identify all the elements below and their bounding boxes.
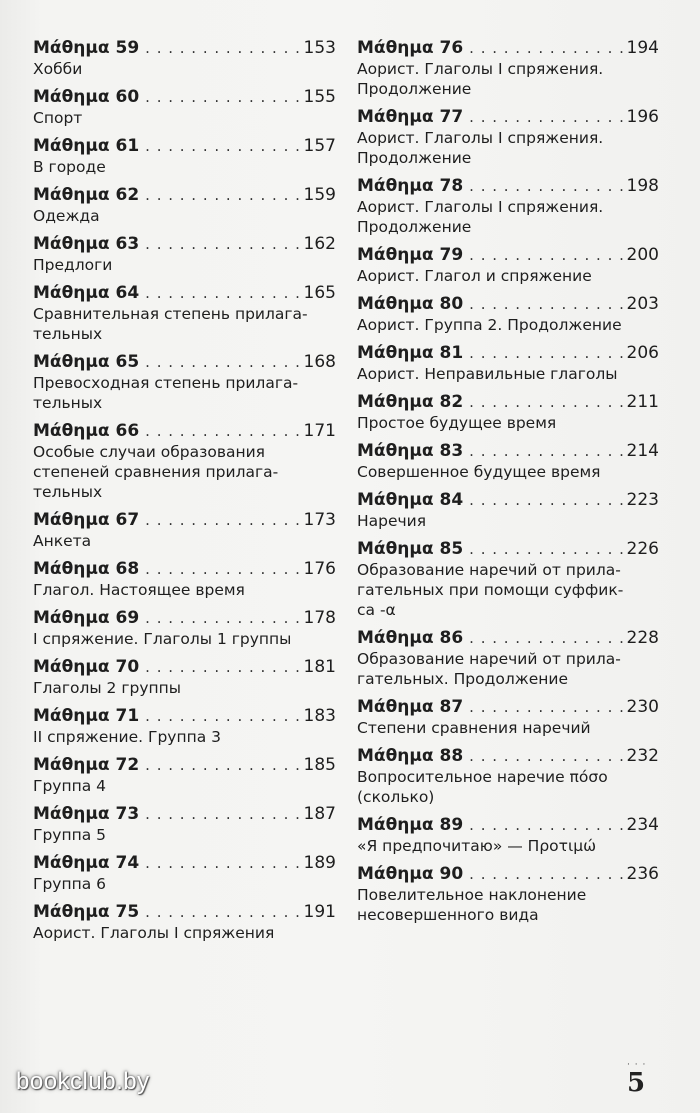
toc-entry-heading xyxy=(33,136,336,157)
page-ref: 183 xyxy=(303,706,336,726)
dot-leader xyxy=(145,352,301,373)
lesson-title: Превосходная степень прилага- тельных xyxy=(33,374,299,412)
dot-leader xyxy=(469,245,624,266)
dot-leader xyxy=(145,902,301,923)
lesson-label: Μάθημα 62 xyxy=(33,185,140,205)
lesson-label: Μάθημα 70 xyxy=(33,657,140,677)
lesson-title: Аорист. Глаголы I спряжения. Продолжение xyxy=(357,129,604,167)
lesson-label: Μάθημα 77 xyxy=(357,107,464,127)
toc-entry-heading xyxy=(33,234,336,255)
dot-leader xyxy=(145,87,301,108)
lesson-title: Аорист. Глаголы I спряжения. Продолжение xyxy=(357,198,604,236)
lesson-title: «Я предпочитаю» — Προτιμώ xyxy=(357,837,597,855)
dot-leader xyxy=(145,421,301,442)
toc-entry xyxy=(33,421,336,502)
dot-leader xyxy=(469,107,624,128)
lesson-title: В городе xyxy=(33,158,106,176)
page-ref: 165 xyxy=(303,283,336,303)
dot-leader xyxy=(145,804,301,825)
toc-entry xyxy=(33,706,336,747)
lesson-title: Анкета xyxy=(33,532,92,550)
toc-column-left xyxy=(33,38,336,951)
toc-entry xyxy=(33,352,336,413)
toc-entry xyxy=(33,559,336,600)
page-ref: 187 xyxy=(303,804,336,824)
page-ref: 226 xyxy=(626,539,659,559)
dot-leader xyxy=(469,697,624,718)
toc-entry-heading xyxy=(357,245,659,266)
dot-leader xyxy=(145,706,301,727)
page-ref: 198 xyxy=(626,176,659,196)
toc-entry xyxy=(357,245,659,286)
lesson-label: Μάθημα 90 xyxy=(357,864,464,884)
lesson-label: Μάθημα 76 xyxy=(357,38,464,58)
dot-leader xyxy=(145,657,301,678)
toc-entry-heading xyxy=(33,283,336,304)
page-ref: 159 xyxy=(303,185,336,205)
toc-entry-heading xyxy=(357,815,659,836)
page-ref: 168 xyxy=(303,352,336,372)
lesson-title: Одежда xyxy=(33,207,100,225)
lesson-title: Вопросительное наречие πόσο (сколько) xyxy=(357,768,608,806)
toc-entry-heading xyxy=(33,608,336,629)
lesson-label: Μάθημα 66 xyxy=(33,421,140,441)
toc-entry-heading xyxy=(357,294,659,315)
toc-entry xyxy=(357,176,659,237)
lesson-title: I спряжение. Глаголы 1 группы xyxy=(33,630,292,648)
toc-entry xyxy=(33,755,336,796)
lesson-label: Μάθημα 85 xyxy=(357,539,464,559)
toc-entry-heading xyxy=(357,38,659,59)
toc-entry xyxy=(33,804,336,845)
page-ref: 206 xyxy=(626,343,659,363)
lesson-title: Глагол. Настоящее время xyxy=(33,581,245,599)
lesson-title: Аорист. Глагол и спряжение xyxy=(357,267,592,285)
toc-entry xyxy=(357,815,659,856)
toc-entry-heading xyxy=(33,902,336,923)
page-ref: 155 xyxy=(303,87,336,107)
lesson-title: Простое будущее время xyxy=(357,414,557,432)
dot-leader xyxy=(469,539,624,560)
page-ref: 194 xyxy=(626,38,659,58)
lesson-title: Аорист. Глаголы I спряжения. Продолжение xyxy=(357,60,604,98)
lesson-label: Μάθημα 86 xyxy=(357,628,464,648)
page-ref: 236 xyxy=(626,864,659,884)
dot-leader xyxy=(469,628,624,649)
toc-entry xyxy=(357,343,659,384)
toc-entry xyxy=(357,294,659,335)
lesson-label: Μάθημα 83 xyxy=(357,441,464,461)
page-ref: 162 xyxy=(303,234,336,254)
toc-entry-heading xyxy=(33,657,336,678)
page-ref: 200 xyxy=(626,245,659,265)
lesson-label: Μάθημα 59 xyxy=(33,38,140,58)
lesson-title: Особые случаи образования степеней сравнения прилага- тельных xyxy=(33,443,279,501)
dot-leader xyxy=(469,294,624,315)
toc-entry-heading xyxy=(357,176,659,197)
toc-entry-heading xyxy=(33,421,336,442)
lesson-title: Сравнительная степень прилага- тельных xyxy=(33,305,308,343)
dot-leader xyxy=(145,608,301,629)
lesson-label: Μάθημα 60 xyxy=(33,87,140,107)
dot-leader xyxy=(145,38,301,59)
toc-entry xyxy=(33,608,336,649)
lesson-title: Аорист. Неправильные глаголы xyxy=(357,365,618,383)
dot-leader xyxy=(469,343,624,364)
lesson-label: Μάθημα 68 xyxy=(33,559,140,579)
toc-entry-heading xyxy=(357,392,659,413)
lesson-label: Μάθημα 88 xyxy=(357,746,464,766)
page-ref: 214 xyxy=(626,441,659,461)
lesson-label: Μάθημα 71 xyxy=(33,706,140,726)
toc-entry-heading xyxy=(357,490,659,511)
page-ref: 178 xyxy=(303,608,336,628)
toc-entry-heading xyxy=(33,510,336,531)
lesson-title: Образование наречий от прила- гательных. Продолжение xyxy=(357,650,621,688)
toc-entry xyxy=(357,490,659,531)
lesson-title: Спорт xyxy=(33,109,83,127)
toc-entry xyxy=(357,441,659,482)
dot-leader xyxy=(145,136,301,157)
toc-entry xyxy=(357,539,659,620)
toc-entry xyxy=(33,234,336,275)
toc-entry xyxy=(33,87,336,128)
lesson-title: Глаголы 2 группы xyxy=(33,679,182,697)
lesson-label: Μάθημα 74 xyxy=(33,853,140,873)
toc-entry-heading xyxy=(33,559,336,580)
lesson-label: Μάθημα 81 xyxy=(357,343,464,363)
page-ref: 223 xyxy=(626,490,659,510)
toc-entry xyxy=(33,657,336,698)
page-ref: 196 xyxy=(626,107,659,127)
lesson-title: Совершенное будущее время xyxy=(357,463,601,481)
dot-leader xyxy=(469,441,624,462)
lesson-label: Μάθημα 84 xyxy=(357,490,464,510)
dot-leader xyxy=(469,176,624,197)
toc-entry xyxy=(357,697,659,738)
toc-entry-heading xyxy=(357,697,659,718)
lesson-label: Μάθημα 65 xyxy=(33,352,140,372)
toc-entry xyxy=(33,185,336,226)
lesson-title: Образование наречий от прила- гательных при помощи суффик- са -α xyxy=(357,561,624,619)
lesson-label: Μάθημα 75 xyxy=(33,902,140,922)
toc-entry-heading xyxy=(33,185,336,206)
lesson-title: Группа 4 xyxy=(33,777,107,795)
page-number-ornament: · · · xyxy=(627,1060,647,1070)
lesson-title: Предлоги xyxy=(33,256,113,274)
dot-leader xyxy=(145,853,301,874)
toc-entry xyxy=(357,628,659,689)
toc-entry-heading xyxy=(357,441,659,462)
toc-entry xyxy=(357,38,659,99)
page-ref: 189 xyxy=(303,853,336,873)
page-ref: 173 xyxy=(303,510,336,530)
toc-entry-heading xyxy=(33,352,336,373)
page-ref: 185 xyxy=(303,755,336,775)
lesson-title: Аорист. Глаголы I спряжения xyxy=(33,924,275,942)
lesson-title: Наречия xyxy=(357,512,427,530)
toc-entry xyxy=(33,510,336,551)
toc-entry-heading xyxy=(33,853,336,874)
dot-leader xyxy=(145,755,301,776)
page-ref: 153 xyxy=(303,38,336,58)
toc-column-right xyxy=(357,38,659,933)
dot-leader xyxy=(145,283,301,304)
page-ref: 171 xyxy=(303,421,336,441)
page-ref: 234 xyxy=(626,815,659,835)
toc-entry xyxy=(33,38,336,79)
toc-entry xyxy=(33,283,336,344)
toc-entry-heading xyxy=(357,107,659,128)
page-number: 5 xyxy=(627,1068,646,1098)
lesson-title: Группа 5 xyxy=(33,826,107,844)
page-ref: 203 xyxy=(626,294,659,314)
toc-entry xyxy=(33,853,336,894)
dot-leader xyxy=(145,185,301,206)
lesson-label: Μάθημα 61 xyxy=(33,136,140,156)
dot-leader xyxy=(145,234,301,255)
toc-entry xyxy=(357,107,659,168)
toc-entry-heading xyxy=(33,87,336,108)
dot-leader xyxy=(145,510,301,531)
page-ref: 176 xyxy=(303,559,336,579)
toc-entry-heading xyxy=(357,864,659,885)
page-ref: 181 xyxy=(303,657,336,677)
lesson-label: Μάθημα 64 xyxy=(33,283,140,303)
lesson-label: Μάθημα 87 xyxy=(357,697,464,717)
lesson-label: Μάθημα 78 xyxy=(357,176,464,196)
page-ref: 211 xyxy=(626,392,659,412)
lesson-title: II спряжение. Группа 3 xyxy=(33,728,222,746)
dot-leader xyxy=(469,746,624,767)
dot-leader xyxy=(469,38,624,59)
toc-entry-heading xyxy=(33,706,336,727)
toc-entry-heading xyxy=(357,343,659,364)
toc-entry-heading xyxy=(33,755,336,776)
dot-leader xyxy=(145,559,301,580)
lesson-title: Степени сравнения наречий xyxy=(357,719,591,737)
lesson-label: Μάθημα 72 xyxy=(33,755,140,775)
lesson-title: Группа 6 xyxy=(33,875,107,893)
toc-entry xyxy=(357,392,659,433)
toc-entry-heading xyxy=(357,539,659,560)
lesson-title: Аорист. Группа 2. Продолжение xyxy=(357,316,622,334)
dot-leader xyxy=(469,392,624,413)
lesson-label: Μάθημα 89 xyxy=(357,815,464,835)
toc-entry-heading xyxy=(357,628,659,649)
toc-entry xyxy=(357,864,659,925)
lesson-label: Μάθημα 79 xyxy=(357,245,464,265)
page-ref: 230 xyxy=(626,697,659,717)
lesson-label: Μάθημα 67 xyxy=(33,510,140,530)
dot-leader xyxy=(469,490,624,511)
toc-entry xyxy=(33,902,336,943)
toc-entry xyxy=(33,136,336,177)
lesson-label: Μάθημα 80 xyxy=(357,294,464,314)
toc-entry xyxy=(357,746,659,807)
page-ref: 157 xyxy=(303,136,336,156)
lesson-title: Хобби xyxy=(33,60,83,78)
watermark-brand: bookclub.by xyxy=(16,1068,150,1095)
toc-entry-heading xyxy=(357,746,659,767)
lesson-title: Повелительное наклонение несовершенного вида xyxy=(357,886,587,924)
toc-entry-heading xyxy=(33,804,336,825)
lesson-label: Μάθημα 73 xyxy=(33,804,140,824)
lesson-label: Μάθημα 82 xyxy=(357,392,464,412)
dot-leader xyxy=(469,864,624,885)
lesson-label: Μάθημα 69 xyxy=(33,608,140,628)
page-ref: 191 xyxy=(303,902,336,922)
dot-leader xyxy=(469,815,624,836)
page-ref: 232 xyxy=(626,746,659,766)
toc-entry-heading xyxy=(33,38,336,59)
lesson-label: Μάθημα 63 xyxy=(33,234,140,254)
page-ref: 228 xyxy=(626,628,659,648)
